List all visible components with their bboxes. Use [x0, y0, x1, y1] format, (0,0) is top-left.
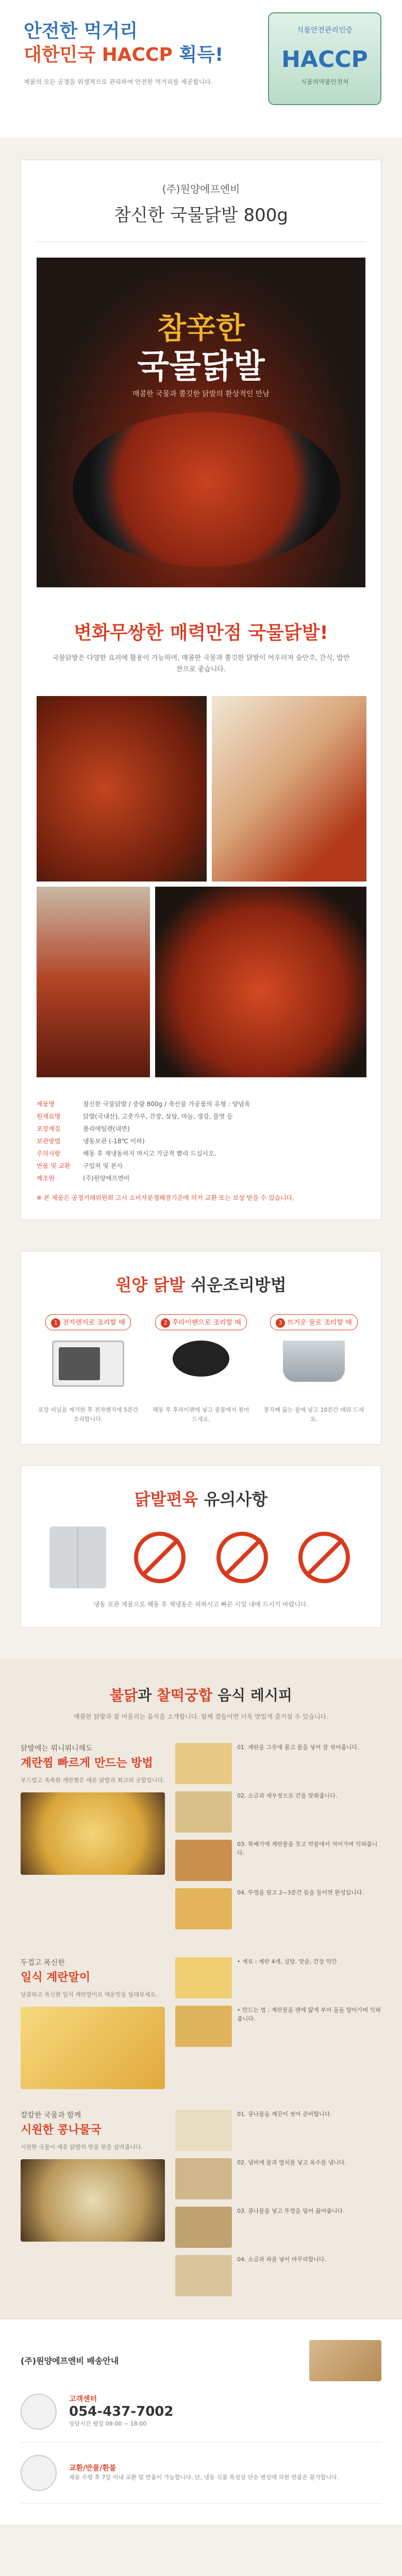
precaution-desc: 냉동 보관 제품으로 해동 후 재냉동은 피하시고 빠른 시일 내에 드시기 바랍니다.	[93, 1601, 309, 1608]
recipe-steps	[175, 2110, 381, 2303]
phone-icon	[21, 2394, 57, 2430]
pot-icon	[262, 1341, 365, 1397]
recipe-heading: 시원한 콩나물국	[21, 2123, 102, 2137]
product-card	[21, 160, 381, 1220]
food-photo-2	[212, 696, 366, 882]
recipe-title-hl2: 찰떡궁합	[156, 1687, 213, 1704]
cooking-step	[37, 1314, 140, 1423]
spec-value: 닭발(국내산), 고춧가루, 간장, 설탕, 마늘, 생강, 물엿 등	[83, 1113, 233, 1121]
recipe-step	[175, 1957, 381, 1998]
step-text: 봉지째 끓는 물에 넣고 10분간 데워 드세요.	[263, 1406, 364, 1422]
haccp-badge-icon	[268, 12, 381, 105]
recipe-text: 달콤하고 폭신한 일식 계란말이로 매운맛을 달래보세요.	[21, 1991, 158, 1998]
haccp-badge-kr: 식품안전관리인증	[296, 26, 353, 35]
spec-row	[37, 1110, 365, 1123]
step-tag	[270, 1314, 357, 1330]
spec-value: 참신한 국물닭발 / 중량 800g / 축산물 가공품의 유형 : 양념육	[83, 1100, 250, 1108]
recipe-step-text: 02. 소금과 새우젓으로 간을 맞춰줍니다.	[237, 1792, 338, 1799]
recipe-title-rest: 음식 레시피	[217, 1687, 292, 1704]
cooking-title	[37, 1272, 365, 1296]
haccp-line2-a: 대한민국 HACCP	[24, 44, 173, 65]
recipe-step-text: 03. 콩나물을 넣고 뚜껑을 덮어 끓여줍니다.	[237, 2207, 345, 2214]
hero-logo-bottom: 국물닭발	[137, 348, 265, 386]
food-photo-grid	[37, 696, 365, 1077]
recipe-block	[21, 1743, 381, 1937]
no-refreeze-icon	[296, 1527, 353, 1588]
haccp-badge-sub: 식품의약품안전처	[300, 78, 349, 86]
recipe-intro	[21, 1957, 165, 2089]
step-label: 후라이팬으로 조리할 때	[172, 1319, 241, 1327]
spec-label: 주의사항	[37, 1150, 61, 1158]
recipe-step	[175, 2006, 381, 2047]
spec-row	[37, 1123, 365, 1135]
spec-label: 보관방법	[37, 1138, 61, 1145]
spec-label: 제품명	[37, 1100, 55, 1108]
precaution-section	[21, 1465, 381, 1628]
spec-row	[37, 1172, 365, 1184]
step-number: 2	[161, 1318, 170, 1328]
cs-hours: 상담시간 평일 09:00 ~ 18:00	[69, 2420, 147, 2428]
exchange-heading: 교환/반품/환불	[69, 2464, 116, 2473]
spec-label: 원재료명	[37, 1113, 61, 1121]
haccp-banner	[0, 0, 402, 139]
step-label: 전자렌지로 조리할 때	[62, 1319, 125, 1327]
hero-subtitle: 매콤한 국물과 쫄깃한 닭발의 환상적인 만남	[132, 390, 270, 398]
recipe-step-photo	[175, 1840, 232, 1881]
frying-pan-icon	[149, 1341, 253, 1397]
recipe-step-photo	[175, 2110, 232, 2151]
spec-label: 제조원	[37, 1175, 55, 1182]
spec-value: 구입처 및 본사	[83, 1162, 123, 1170]
recipe-step-photo	[175, 1957, 232, 1998]
recipe-sub: 칼칼한 국물과 함께	[21, 2111, 81, 2120]
cooking-step	[262, 1314, 365, 1423]
cooking-steps	[37, 1314, 365, 1423]
recipe-step-photo	[175, 1791, 232, 1833]
exchange-icon	[21, 2455, 57, 2491]
recipe-step-photo	[175, 2006, 232, 2047]
shipping-top	[21, 2340, 381, 2381]
step-label: 뜨거운 물로 조리할 때	[287, 1319, 352, 1327]
recipe-step	[175, 2158, 381, 2199]
precaution-title-hl: 닭발편육	[134, 1489, 198, 1510]
product-spec	[37, 1098, 365, 1204]
recipe-title-mid: 과	[138, 1687, 152, 1704]
precaution-title-rest: 유의사항	[204, 1489, 268, 1510]
cs-phone[interactable]: 054-437-7002	[69, 2404, 174, 2420]
exchange-text: 제품 수령 후 7일 이내 교환 및 반품이 가능합니다. 단, 냉동 식품 특성상 단순 변심에 의한 반품은 불가합니다.	[69, 2474, 339, 2481]
pan-image	[73, 412, 341, 567]
customer-center-row	[21, 2381, 381, 2443]
microwave-icon	[37, 1341, 140, 1397]
recipe-step-text: 02. 냄비에 물과 멸치를 넣고 육수를 냅니다.	[237, 2159, 346, 2166]
exchange-info	[69, 2463, 339, 2483]
recipe-block	[21, 2110, 381, 2303]
hero-logo-top: 참辛한	[157, 311, 245, 346]
step-number: 1	[51, 1318, 60, 1328]
haccp-line2-b: 획득!	[179, 44, 224, 65]
recipe-desc: 매콤한 닭발과 잘 어울리는 음식을 소개합니다. 함께 곁들이면 더욱 맛있게 즐기실 수 있습니다.	[74, 1713, 328, 1721]
recipe-photo	[21, 2007, 165, 2089]
recipe-step-text: 04. 소금과 파를 넣어 마무리합니다.	[237, 2256, 327, 2263]
cooking-step	[149, 1314, 253, 1423]
recipe-step	[175, 2255, 381, 2296]
spec-note: ※ 본 제품은 공정거래위원회 고시 소비자분쟁해결기준에 의거 교환 또는 보상 받을 수 있습니다.	[37, 1194, 295, 1202]
product-name: 참신한 국물닭발 800g	[37, 196, 365, 242]
recipe-step-text: 01. 계란을 그릇에 풀고 물을 넣어 잘 섞어줍니다.	[237, 1743, 359, 1751]
food-photo-1	[37, 696, 207, 882]
shipping-company: (주)원양에프엔비 배송안내	[21, 2356, 119, 2366]
recipe-text: 시원한 국물이 매운 닭발의 맛을 한층 살려줍니다.	[21, 2144, 143, 2151]
recipe-step-text: • 재료 : 계란 4개, 설탕, 맛술, 간장 약간	[237, 1958, 337, 1965]
recipe-step	[175, 1743, 381, 1784]
recipe-section	[0, 1658, 402, 2318]
recipe-step-photo	[175, 2158, 232, 2199]
recipe-step	[175, 1840, 381, 1881]
delivery-box-icon	[309, 2340, 381, 2381]
cooking-method-section	[21, 1251, 381, 1445]
customer-center-info	[69, 2394, 174, 2429]
spec-value: 해동 후 재냉동하지 마시고 가급적 빨리 드십시오.	[83, 1150, 216, 1158]
cs-heading: 고객센터	[69, 2395, 97, 2404]
step-tag	[155, 1314, 247, 1330]
recipe-intro	[21, 2110, 165, 2303]
food-photo-3	[37, 887, 150, 1077]
cooking-title-hl: 원양 닭발	[115, 1275, 186, 1295]
step-text: 해동 후 후라이팬에 넣고 중불에서 볶아 드세요.	[153, 1406, 249, 1422]
haccp-line1: 안전한 먹거리	[24, 21, 138, 42]
exchange-row	[21, 2443, 381, 2504]
recipe-step	[175, 2207, 381, 2248]
spec-row	[37, 1135, 365, 1147]
recipe-heading: 계란찜 빠르게 만드는 방법	[21, 1756, 153, 1770]
recipe-step-photo	[175, 1743, 232, 1784]
spec-label: 반품 및 교환	[37, 1162, 71, 1170]
food-photo-4	[155, 887, 366, 1077]
spec-row	[37, 1147, 365, 1160]
cooking-title-rest: 쉬운조리방법	[191, 1275, 287, 1295]
recipe-title-hl1: 불닭	[110, 1687, 138, 1704]
spec-row	[37, 1160, 365, 1172]
shipping-section	[0, 2319, 402, 2524]
recipe-intro	[21, 1743, 165, 1937]
precaution-icons	[37, 1527, 365, 1588]
spec-row	[37, 1098, 365, 1110]
no-microwave-icon	[214, 1527, 271, 1588]
recipe-steps	[175, 1957, 381, 2089]
haccp-badge-en: HACCP	[281, 46, 368, 73]
haccp-desc: 제품의 모든 공정을 위생적으로 관리하여 안전한 먹거리를 제공합니다.	[24, 78, 213, 86]
hero-image	[37, 258, 365, 587]
recipe-text: 부드럽고 촉촉한 계란찜은 매운 닭발과 최고의 궁합입니다.	[21, 1777, 165, 1784]
recipe-heading: 일식 계란말이	[21, 1971, 91, 1984]
precaution-title	[37, 1486, 365, 1510]
recipe-steps	[175, 1743, 381, 1937]
spec-label: 포장재질	[37, 1125, 61, 1133]
recipe-step	[175, 1791, 381, 1833]
no-pan-icon	[131, 1527, 188, 1588]
recipe-step	[175, 1888, 381, 1929]
haccp-line2	[24, 40, 223, 66]
recipe-step	[175, 2110, 381, 2151]
step-text: 포장 비닐을 제거한 후 전자렌지에 5분간 조리합니다.	[38, 1406, 139, 1422]
spec-value: (주)원양에프엔비	[83, 1175, 130, 1182]
feature-title: 변화무쌍한 매력만점 국물닭발!	[74, 622, 328, 643]
spec-value: 폴리에틸렌(내면)	[83, 1125, 130, 1133]
recipe-photo	[21, 1792, 165, 1875]
recipe-step-photo	[175, 1888, 232, 1929]
recipe-sub: 두껍고 폭신한	[21, 1958, 65, 1967]
brand-name: (주)원양에프엔비	[162, 183, 240, 195]
recipe-step-text: 01. 콩나물을 깨끗이 씻어 준비합니다.	[237, 2110, 332, 2117]
step-tag	[45, 1314, 130, 1330]
recipe-title	[21, 1684, 381, 1705]
feature-desc: 국물닭발은 다양한 요리에 활용이 가능하며, 매콤한 국물과 쫄깃한 닭발이 어우러져 술안주, 간식, 밥반찬으로 좋습니다.	[52, 654, 350, 674]
recipe-step-photo	[175, 2255, 232, 2296]
recipe-step-text: 04. 뚜껑을 덮고 2~3분간 뜸을 들이면 완성입니다.	[237, 1889, 364, 1896]
refrigerator-icon	[49, 1527, 106, 1588]
spec-value: 냉동보관 (-18℃ 이하)	[83, 1138, 145, 1145]
recipe-step-text: • 만드는 법 : 계란물을 팬에 얇게 부어 돌돌 말아가며 익혀줍니다.	[237, 2006, 381, 2023]
recipe-photo	[21, 2159, 165, 2242]
recipe-block	[21, 1957, 381, 2089]
step-number: 3	[276, 1318, 285, 1328]
recipe-sub: 닭발에는 뭐니뭐니해도	[21, 1744, 93, 1753]
recipe-step-photo	[175, 2207, 232, 2248]
recipe-step-text: 03. 뚝배기에 계란물을 붓고 약불에서 저어가며 익혀줍니다.	[237, 1840, 378, 1857]
